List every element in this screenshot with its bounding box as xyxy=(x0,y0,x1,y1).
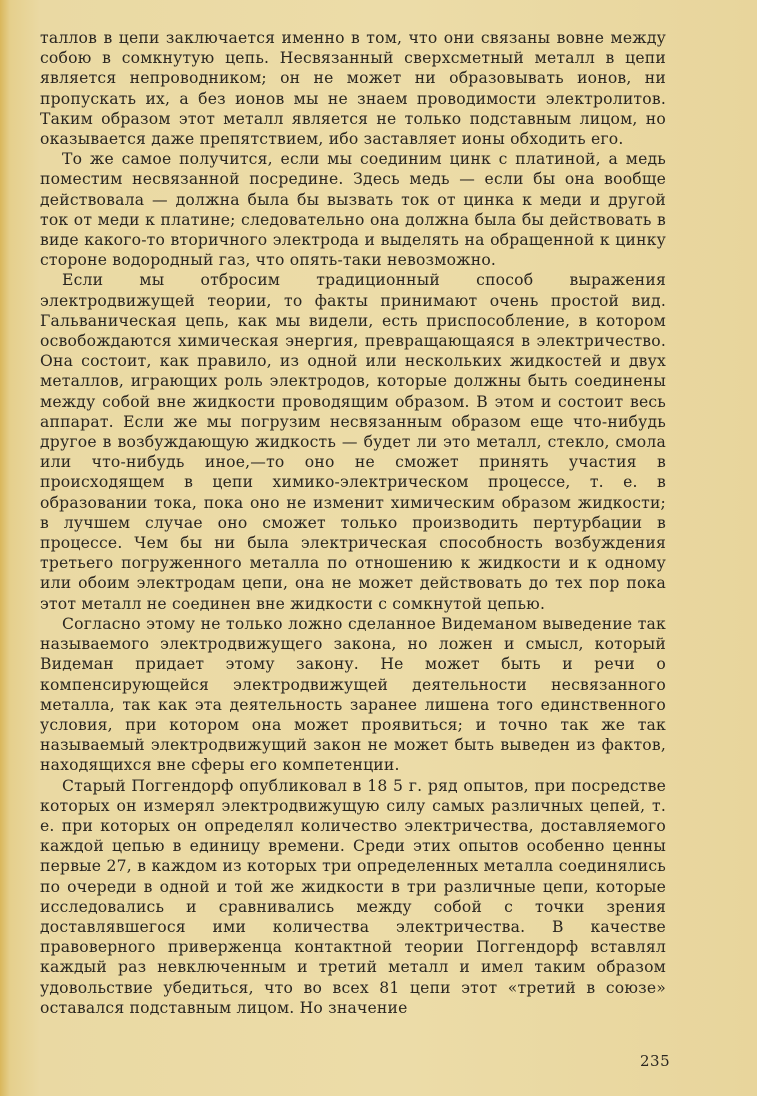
paragraph-3: Если мы отбросим традиционный способ выражения электродвижущей теории, то факты принимают очень простой вид. Гальваническая цепь, как мы видели, есть приспособление, в котором освобождаются химическая энергия, превращающаяся в электричество. Она состоит, как правило, из одной или нескольких жидкостей и двух металлов, играющих роль электродов, которые должны быть соединены между собой вне жидкости проводящим образом. В этом и состоит весь аппарат. Если же мы погрузим несвязанным образом еще что-нибудь другое в возбуждающую жидкость — будет ли это металл, стекло, смола или что-нибудь иное,—то оно не сможет принять участия в происходящем в цепи химико-электрическом процессе, т. е. в образовании тока, пока оно не изменит химическим образом жидкости; в лучшем случае оно сможет только производить пертурбации в процессе. Чем бы ни была электрическая способность возбуждения третьего погруженного металла по отношению к жидкости и к одному или обоим электродам цепи, она не может действовать до тех пор пока этот металл не соединен вне жидкости с сомкнутой цепью. xyxy=(40,271,666,613)
page-number: 235 xyxy=(640,1052,671,1070)
paragraph-2: То же самое получится, если мы соединим цинк с платиной, а медь поместим несвязанной посредине. Здесь медь — если бы она вообще действовала — должна была бы вызвать ток от цинка к меди и другой ток от меди к платине; следовательно она должна была бы действовать в виде какого-то вторичного электрода и выделять на обращенной к цинку стороне водородный газ, что опять-таки невозможно. xyxy=(40,150,666,270)
paragraph-1: таллов в цепи заключается именно в том, что они связаны вовне между собою в сомкнутую цепь. Несвязанный сверхсметный металл в цепи является непроводником; он не может ни образовывать ионов, ни пропускать их, а без ионов мы не знаем проводимости электролитов. Таким образом этот металл является не только подставным лицом, но оказывается даже препятствием, ибо заставляет ионы обходить его. xyxy=(40,29,666,149)
paragraph-5: Старый Поггендорф опубликовал в 18 5 г. ряд опытов, при посредстве которых он измерял электродвижущую силу самых различных цепей, т. е. при которых он определял количество электричества, доставляемого каждой цепью в единицу времени. Среди этих опытов особенно ценны первые 27, в каждом из которых три определенных металла соединялись по очереди в одной и той же жидкости в три различные цепи, которые исследовались и сравнивались между собой с точки зрения доставлявшегося ими количества электричества. В качестве правоверного приверженца контактной теории Поггендорф вставлял каждый раз невключенным и третий металл и имел таким образом удовольствие убедиться, что во всех 81 цепи этот «третий в союзе» оставался подставным лицом. Но значение xyxy=(40,776,666,1017)
paragraph-4: Согласно этому не только ложно сделанное Видеманом выведение так называемого электродвижущего закона, но ложен и смысл, который Видеман придает этому закону. Не может быть и речи о компенсирующейся электродвижущей деятельности несвязанного металла, так как эта деятельность заранее лишена того единственного условия, при котором она может проявиться; и точно так же так называемый электродвижущий закон не может быть выведен из фактов, находящихся вне сферы его компетенции. xyxy=(40,614,666,775)
body-text xyxy=(40,28,666,1018)
